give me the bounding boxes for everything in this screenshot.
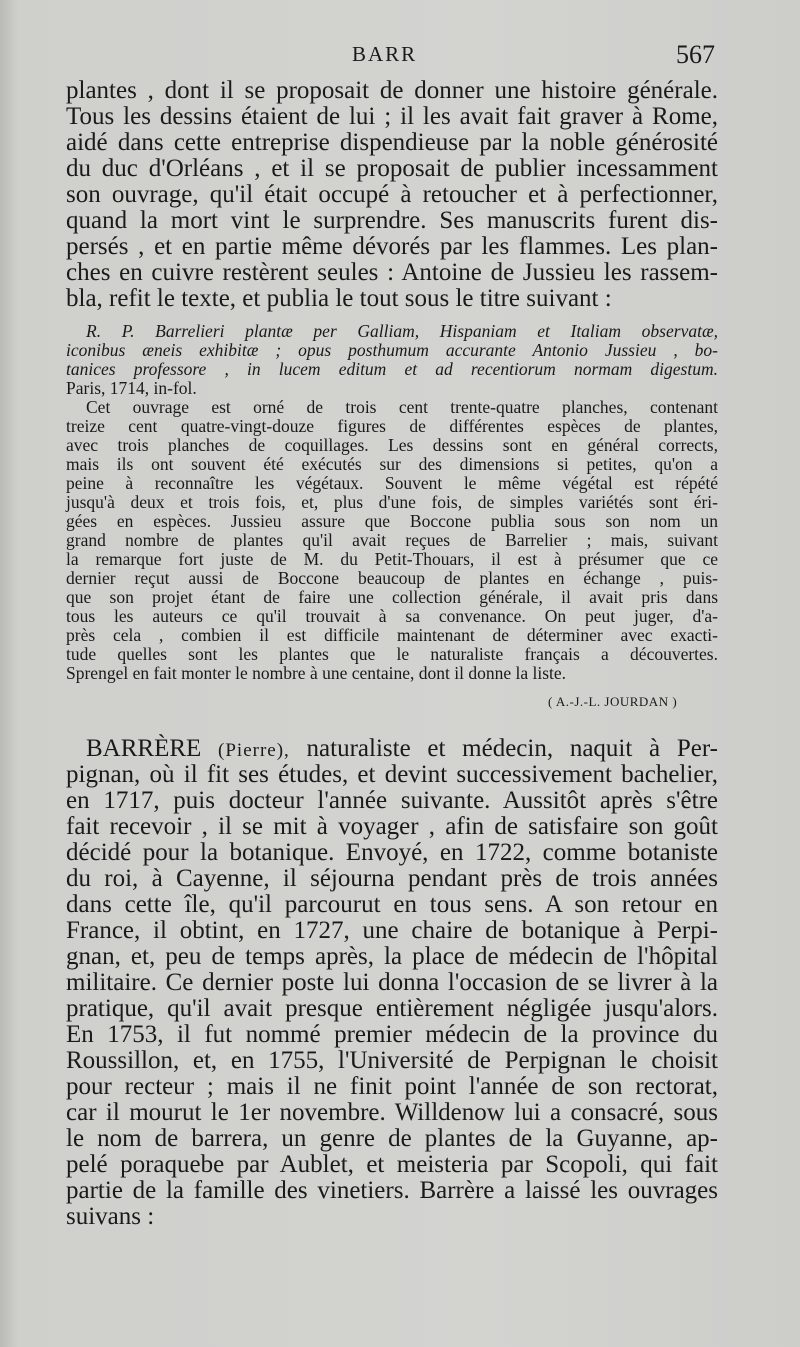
author-signature: ( A.-J.-L. JOURDAN ) [548,694,678,709]
entry-line: pignan, où il fit ses études, et devint successivement bachelier, [66,761,718,788]
entry-line: en 1717, puis docteur l'année suivante. Aussitôt après s'être [66,787,718,814]
note-line: que son projet étant de faire une collection générale, il avait pris dans [66,587,718,607]
note-line: près cela , combien il est difficile maintenant de déterminer avec exacti- [66,625,718,645]
text-line: du duc d'Orléans , et il se proposait de publier incessamment [66,155,718,182]
entry-line: le nom de barrera, un genre de plantes de la Guyanne, ap- [66,1125,718,1152]
text-line: ches en cuivre restèrent seules : Antoine de Jussieu les rassem- [66,259,718,286]
citation-line: tanices professore , in lucem editum et ad recentiorum normam digestum. [66,359,718,379]
note-line: peine à reconnaître les végétaux. Souvent le même végétal est répété [66,473,718,493]
entry-line: Roussillon, et, en 1755, l'Université de Perpignan le choisit [66,1047,718,1074]
entry-line: pelé poraquebe par Aublet, et meisteria par Scopoli, qui fait [66,1151,718,1178]
entry-forename: (Pierre), [218,740,290,761]
citation-line: R. P. Barrelieri plantæ per Galliam, Hispaniam et Italiam observatæ, [86,321,718,341]
note-line: gées en espèces. Jussieu assure que Boccone publia sous son nom un [66,511,718,531]
text-line: bla, refit le texte, et publia le tout sous le titre suivant : [66,285,612,312]
citation-line: Paris, 1714, in-fol. [66,378,197,398]
text-line: son ouvrage, qu'il était occupé à retoucher et à perfectionner, [66,181,718,208]
entry-line: En 1753, il fut nommé premier médecin de la province du [66,1021,718,1048]
entry-line: partie de la famille des vinetiers. Barrère a laissé les ouvrages [66,1177,718,1204]
entry-line: car il mourut le 1er novembre. Willdenow lui a consacré, sous [66,1099,718,1126]
note-line: Sprengel en fait monter le nombre à une centaine, dont il donne la liste. [66,663,567,683]
text-line: persés , et en partie même dévorés par les flammes. Les plan- [66,233,718,260]
text-line: plantes , dont il se proposait de donner une histoire générale. [66,77,718,104]
entry-line: du roi, à Cayenne, il séjourna pendant près de trois années [66,865,718,892]
entry-line: militaire. Ce dernier poste lui donna l'occasion de se livrer à la [66,969,718,996]
note-line: jusqu'à deux et trois fois, et, plus d'une fois, de simples variétés sont éri- [66,492,718,512]
text-line: quand la mort vint le surprendre. Ses manuscrits furent dis- [66,207,718,234]
entry-line: décidé pour la botanique. Envoyé, en 1722, comme botaniste [66,839,718,866]
entry-line: suivans : [66,1203,155,1230]
note-line: treize cent quatre-vingt-douze figures de différentes espèces de plantes, [66,416,718,436]
page-number: 567 [676,40,715,69]
note-line: mais ils ont souvent été exécutés sur des dimensions si petites, qu'on a [66,454,718,474]
text-line: Tous les dessins étaient de lui ; il les avait fait graver à Rome, [66,103,718,130]
text-line: aidé dans cette entreprise dispendieuse par la noble générosité [66,129,718,156]
entry-line: gnan, et, peu de temps après, la place de médecin de l'hôpital [66,943,718,970]
entry-line: France, il obtint, en 1727, une chaire de botanique à Perpi- [66,917,718,944]
running-title: BARR [352,42,418,66]
entry-line: pratique, qu'il avait presque entièrement négligée jusqu'alors. [66,995,718,1022]
note-line: tous les auteurs ce qu'il trouvait à sa convenance. On peut juger, d'a- [66,606,718,626]
note-line: dernier reçut aussi de Boccone beaucoup de plantes en échange , puis- [66,568,718,588]
entry-first-line [86,736,718,764]
running-head [0,42,800,72]
note-line: Cet ouvrage est orné de trois cent trente-quatre planches, contenant [86,397,718,417]
entry-headword: BARRÈRE [86,735,202,762]
note-line: la remarque fort juste de M. du Petit-Thouars, il est à présumer que ce [66,549,718,569]
note-line: tude quelles sont les plantes que le naturaliste français a découvertes. [66,644,718,664]
note-line: grand nombre de plantes qu'il avait reçues de Barrelier ; mais, suivant [66,530,718,550]
citation-line: iconibus æneis exhibitæ ; opus posthumum accurante Antonio Jussieu , bo- [66,340,718,360]
entry-line: naturaliste et médecin, naquit à Per- [306,735,719,762]
entry-line: fait recevoir , il se mit à voyager , afin de satisfaire son goût [66,813,718,840]
entry-line: dans cette île, qu'il parcourut en tous sens. A son retour en [66,891,718,918]
note-line: avec trois planches de coquillages. Les dessins sont en général corrects, [66,435,718,455]
entry-line: pour recteur ; mais il ne finit point l'année de son rectorat, [66,1073,718,1100]
